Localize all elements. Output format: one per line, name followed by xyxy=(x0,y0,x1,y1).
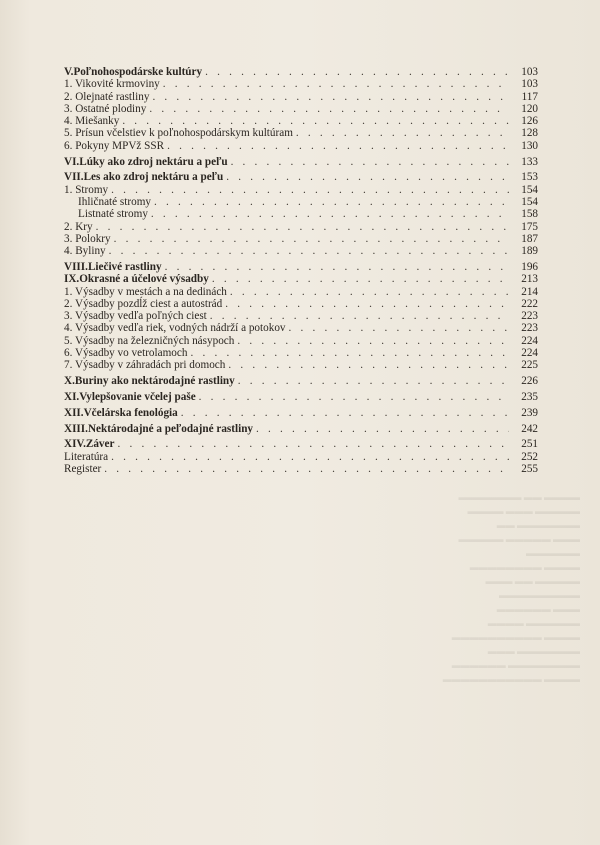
toc-page-number: 196 xyxy=(521,260,538,273)
dot-leader xyxy=(225,298,509,310)
chapter-number: XII. xyxy=(64,406,84,419)
toc-entry-label: 2. Kry xyxy=(64,220,93,233)
dot-leader xyxy=(151,208,509,220)
toc-page-number: 120 xyxy=(521,102,538,115)
chapter-number: XIV. xyxy=(64,438,86,451)
toc-page-number: 154 xyxy=(521,183,538,196)
toc-entry-row xyxy=(64,127,538,139)
toc-page-number: 130 xyxy=(521,139,538,152)
toc-entry-row xyxy=(64,115,538,127)
toc-page-number: 133 xyxy=(521,155,538,168)
dot-leader xyxy=(181,407,509,419)
table-of-contents xyxy=(64,66,538,475)
dot-leader xyxy=(228,359,509,371)
toc-chapter-row xyxy=(64,273,538,285)
dot-leader xyxy=(212,273,509,285)
toc-page-number: 225 xyxy=(521,359,538,372)
dot-leader xyxy=(117,438,509,450)
toc-entry-label: Lúky ako zdroj nektáru a peľu xyxy=(79,155,228,168)
toc-chapter-row xyxy=(64,423,538,435)
toc-page-number: 103 xyxy=(521,78,538,91)
toc-entry-label: 4. Byliny xyxy=(64,245,106,258)
toc-page-number: 153 xyxy=(521,171,538,184)
toc-entry-label: 5. Výsadby na železničných násypoch xyxy=(64,334,235,347)
toc-entry-label: Les ako zdroj nektáru a peľu xyxy=(83,171,224,184)
toc-entry-label: Nektárodajné a peľodajné rastliny xyxy=(87,422,254,435)
toc-entry-label: Register xyxy=(64,462,102,475)
toc-entry-label: Buriny ako nektárodajné rastliny xyxy=(74,375,235,388)
toc-chapter-row xyxy=(64,438,538,450)
dot-leader xyxy=(296,127,509,139)
toc-entry-row xyxy=(64,208,538,220)
dot-leader xyxy=(231,156,509,168)
toc-page-number: 126 xyxy=(521,115,538,128)
toc-entry-label: Ihličnaté stromy xyxy=(78,195,152,208)
dot-leader xyxy=(190,347,509,359)
dot-leader xyxy=(122,115,509,127)
toc-page-number: 175 xyxy=(521,220,538,233)
dot-leader xyxy=(199,391,509,403)
dot-leader xyxy=(163,78,509,90)
toc-entry-row xyxy=(64,463,538,475)
toc-page-number: 226 xyxy=(521,375,538,388)
toc-page-number: 224 xyxy=(521,347,538,360)
toc-page-number: 154 xyxy=(521,195,538,208)
toc-entry-label: 4. Miešanky xyxy=(64,115,120,128)
toc-entry-row xyxy=(64,310,538,322)
dot-leader xyxy=(238,375,509,387)
toc-page-number: 222 xyxy=(521,297,538,310)
dot-leader xyxy=(111,451,509,463)
chapter-number: VI. xyxy=(64,155,80,168)
dot-leader xyxy=(154,196,509,208)
show-through-text: ▬▬▬▬ ▬▬ ▬▬▬▬▬▬▬ ▬▬▬▬▬ ▬▬▬ ▬▬▬▬ ▬▬▬▬▬▬▬ ▬▬ ▬▬▬ ▬▬▬▬▬ ▬▬▬▬▬ ▬▬▬▬▬▬ ▬▬▬▬ ▬▬▬▬▬▬▬▬ ▬▬▬▬▬ ▬▬ ▬▬▬ ▬▬▬▬▬▬▬▬▬ ▬▬▬ ▬▬▬▬▬▬ ▬▬▬▬▬▬ ▬▬▬▬ ▬▬▬▬ ▬▬▬▬▬▬▬▬▬▬ ▬▬▬▬▬▬▬ ▬▬▬ ▬▬▬▬▬▬▬▬ ▬▬▬▬▬▬ ▬▬▬▬ ▬▬▬▬▬▬▬▬▬▬▬ xyxy=(442,492,580,684)
dot-leader xyxy=(165,261,509,273)
toc-page-number: 255 xyxy=(521,462,538,475)
toc-entry-label: 3. Ostatné plodiny xyxy=(64,102,147,115)
toc-entry-row xyxy=(64,91,538,103)
dot-leader xyxy=(152,91,509,103)
toc-page-number: 213 xyxy=(521,273,538,286)
toc-chapter-row xyxy=(64,391,538,403)
dot-leader xyxy=(256,423,509,435)
toc-entry-label: 1. Vikovité krmoviny xyxy=(64,78,160,91)
chapter-number: IX. xyxy=(64,273,80,286)
toc-page-number: 158 xyxy=(521,208,538,221)
toc-entry-label: 2. Výsadby pozdĺž ciest a autostrád xyxy=(64,297,223,310)
toc-entry-label: Okrasné a účelové výsadby xyxy=(79,273,209,286)
toc-entry-label: 5. Prísun včelstiev k poľnohospodárskym kultúram xyxy=(64,127,293,140)
toc-entry-row xyxy=(64,359,538,371)
toc-entry-label: Poľnohospodárske kultúry xyxy=(73,66,203,78)
dot-leader xyxy=(111,184,509,196)
toc-chapter-row xyxy=(64,156,538,168)
toc-page-number: 252 xyxy=(521,450,538,463)
toc-entry-label: Vylepšovanie včelej paše xyxy=(79,390,196,403)
dot-leader xyxy=(226,171,509,183)
toc-entry-row xyxy=(64,221,538,233)
dot-leader xyxy=(149,103,509,115)
toc-page-number: 189 xyxy=(521,245,538,258)
toc-entry-label: 6. Pokyny MPVž SSR xyxy=(64,139,165,152)
toc-entry-row xyxy=(64,103,538,115)
dot-leader xyxy=(104,463,509,475)
toc-chapter-row xyxy=(64,375,538,387)
dot-leader xyxy=(96,221,509,233)
toc-entry-row xyxy=(64,245,538,257)
toc-entry-row xyxy=(64,298,538,310)
toc-page-number: 239 xyxy=(521,406,538,419)
toc-entry-label: 1. Stromy xyxy=(64,183,109,196)
chapter-number: X. xyxy=(64,375,75,388)
dot-leader xyxy=(205,66,509,78)
chapter-number: XIII. xyxy=(64,422,88,435)
toc-page-number: 224 xyxy=(521,334,538,347)
chapter-number: V. xyxy=(64,66,74,78)
dot-leader xyxy=(114,233,509,245)
chapter-number: XI. xyxy=(64,390,80,403)
toc-page-number: 187 xyxy=(521,232,538,245)
toc-entry-label: 2. Olejnaté rastliny xyxy=(64,90,150,103)
toc-page-number: 103 xyxy=(521,66,538,78)
toc-chapter-row xyxy=(64,66,538,78)
toc-entry-label: Literatúra xyxy=(64,450,109,463)
dot-leader xyxy=(109,245,509,257)
toc-entry-row xyxy=(64,184,538,196)
toc-page-number: 117 xyxy=(521,90,538,103)
toc-entry-label: 1. Výsadby v mestách a na dedinách xyxy=(64,285,227,298)
toc-entry-row xyxy=(64,451,538,463)
toc-page-number: 223 xyxy=(521,310,538,323)
toc-entry-label: Listnaté stromy xyxy=(78,208,148,221)
toc-entry-label: Včelárska fenológia xyxy=(83,406,178,419)
toc-entry-label: Záver xyxy=(85,438,115,451)
toc-entry-row xyxy=(64,286,538,298)
toc-page-number: 128 xyxy=(521,127,538,140)
toc-page-number: 235 xyxy=(521,390,538,403)
toc-entry-label: 6. Výsadby vo vetrolamoch xyxy=(64,347,188,360)
toc-entry-label: 3. Polokry xyxy=(64,232,111,245)
toc-entry-label: 7. Výsadby v záhradách pri domoch xyxy=(64,359,226,372)
toc-entry-label: Liečivé rastliny xyxy=(87,260,162,273)
toc-entry-row xyxy=(64,233,538,245)
toc-entry-row xyxy=(64,322,538,334)
dot-leader xyxy=(210,310,509,322)
toc-chapter-row xyxy=(64,171,538,183)
toc-entry-row xyxy=(64,335,538,347)
toc-entry-label: 3. Výsadby vedľa poľných ciest xyxy=(64,310,207,323)
dot-leader xyxy=(230,286,509,298)
toc-entry-row xyxy=(64,78,538,90)
toc-page-number: 223 xyxy=(521,322,538,335)
toc-chapter-row xyxy=(64,261,538,273)
toc-entry-row xyxy=(64,347,538,359)
toc-entry-row xyxy=(64,140,538,152)
dot-leader xyxy=(237,335,509,347)
dot-leader xyxy=(167,140,509,152)
toc-chapter-row xyxy=(64,407,538,419)
dot-leader xyxy=(289,322,509,334)
toc-entry-row xyxy=(64,196,538,208)
toc-page-number: 242 xyxy=(521,422,538,435)
toc-page-number: 214 xyxy=(521,285,538,298)
chapter-number: VII. xyxy=(64,171,84,184)
chapter-number: VIII. xyxy=(64,260,88,273)
toc-page-number: 251 xyxy=(521,438,538,451)
toc-entry-label: 4. Výsadby vedľa riek, vodných nádrží a potokov xyxy=(64,322,286,335)
